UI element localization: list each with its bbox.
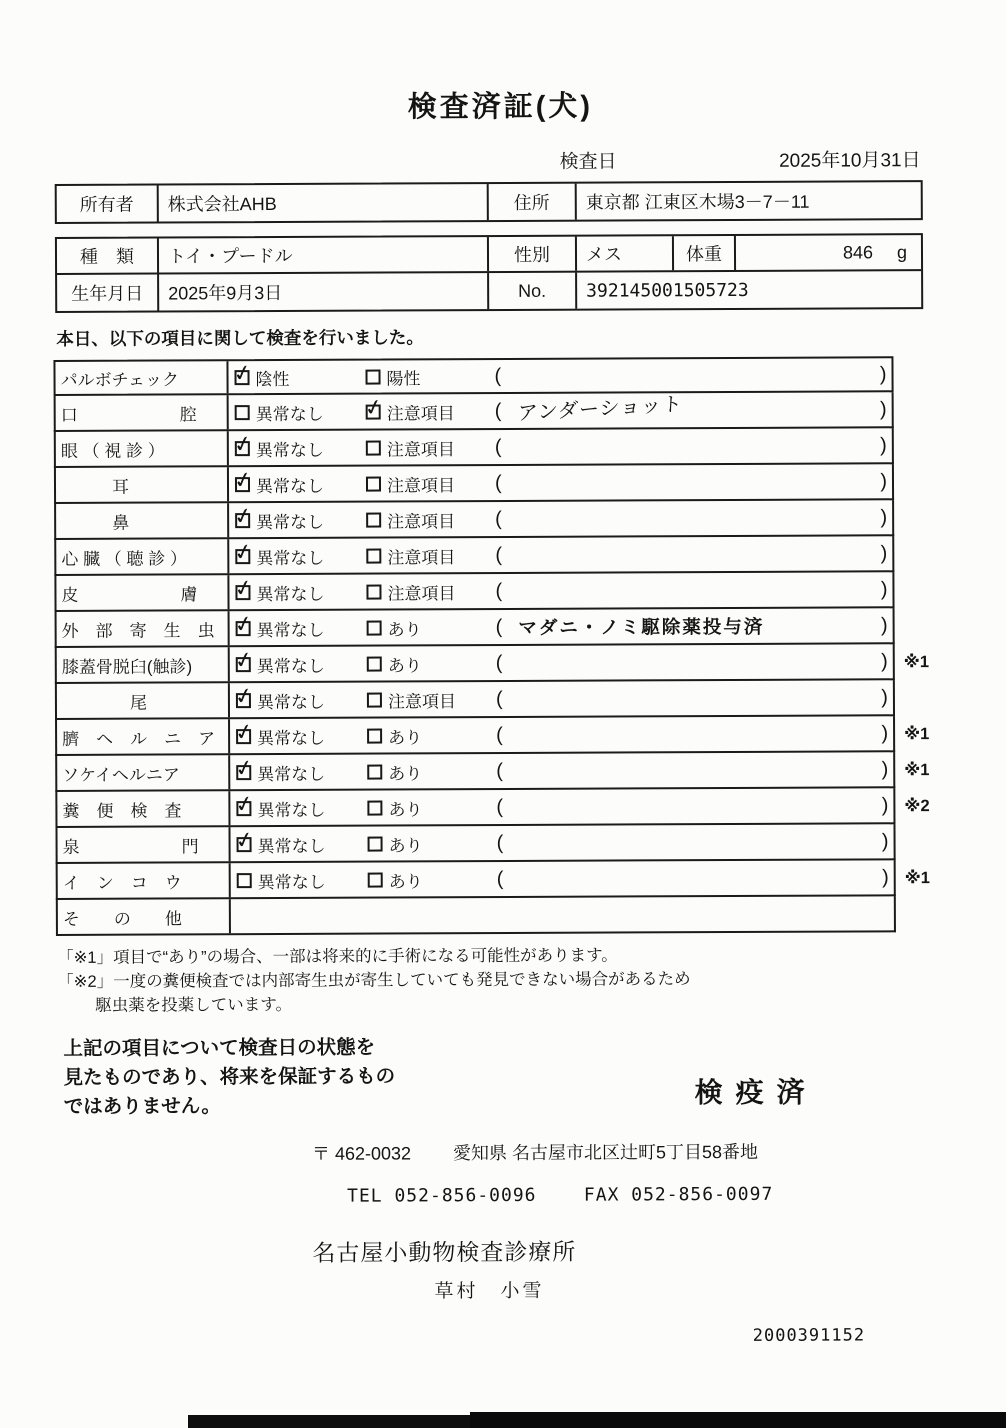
option-2-label: 注意項目 xyxy=(387,583,456,604)
option-1-label: 異常なし xyxy=(257,800,326,820)
checkmark-icon: ✓ xyxy=(232,683,256,712)
option-2-label: あり xyxy=(388,763,423,784)
exam-option-1 xyxy=(229,431,366,466)
clinic-address: 愛知県 名古屋市北区辻町5丁目58番地 xyxy=(452,1141,759,1163)
sex-value: メス xyxy=(577,236,674,270)
option-1-label: 異常なし xyxy=(256,512,325,532)
exam-option-2 xyxy=(365,360,490,393)
exam-row xyxy=(54,572,1005,612)
exam-option-2 xyxy=(367,826,492,861)
checkbox-icon xyxy=(232,611,256,640)
scan-artifact-bar-dark xyxy=(470,1412,1006,1428)
exam-option-2 xyxy=(362,394,491,429)
exam-option-2 xyxy=(368,862,493,897)
exam-row-inner xyxy=(56,896,896,936)
weight-label: 体重 xyxy=(674,236,736,270)
close-paren: ) xyxy=(881,721,889,744)
exam-option-1 xyxy=(230,827,367,862)
document-title: 検査済証(犬) xyxy=(407,90,594,124)
weight-cell xyxy=(736,235,921,270)
exam-option-2 xyxy=(367,790,492,825)
exam-item-label: 糞 便 検 査 xyxy=(57,791,230,826)
option-1-label: 異常なし xyxy=(256,584,325,604)
option-1-label: 陰性 xyxy=(255,369,290,389)
exam-note-area xyxy=(492,680,893,716)
exam-option-2 xyxy=(367,646,492,681)
exam-option-1 xyxy=(230,611,367,646)
exam-note-area xyxy=(491,536,892,572)
note-text xyxy=(519,805,876,807)
open-paren: ( xyxy=(494,435,502,458)
exam-statement: 本日、以下の項目に関して検査を行いました。 xyxy=(56,327,424,349)
exam-row xyxy=(55,644,1006,684)
footnote-mark xyxy=(893,356,950,392)
option-1-label: 異常なし xyxy=(257,728,326,748)
exam-row-inner xyxy=(54,464,894,504)
exam-item-label: 膝蓋骨脱臼(触診) xyxy=(57,647,230,682)
exam-row xyxy=(54,392,1005,432)
weight-value: 846 xyxy=(842,241,874,263)
exam-row-inner xyxy=(54,428,894,468)
exam-item-label: 臍 ヘ ル ニ ア xyxy=(57,719,230,754)
clinic-postal-code: 〒 462-0032 xyxy=(311,1142,412,1164)
footnote-mark xyxy=(895,680,952,716)
exam-item-label: 泉 門 xyxy=(57,827,230,862)
exam-table xyxy=(53,356,1006,936)
exam-row xyxy=(55,680,1006,720)
option-2-label: 注意項目 xyxy=(387,691,456,712)
checkbox-icon xyxy=(232,755,257,784)
checkbox-icon xyxy=(367,621,382,636)
exam-row-inner xyxy=(54,500,894,540)
inspection-date-line xyxy=(55,145,923,176)
option-2-label: 注意項目 xyxy=(387,547,456,568)
checkbox-icon xyxy=(232,719,256,748)
exam-row-inner xyxy=(55,788,895,828)
exam-row-inner xyxy=(55,608,895,648)
footnote-mark xyxy=(894,464,951,500)
checkbox-icon xyxy=(232,791,257,820)
option-1-label: 異常なし xyxy=(256,620,325,640)
close-paren: ) xyxy=(881,757,889,780)
exam-note-area xyxy=(493,860,894,896)
clinic-tel: TEL 052-856-0096 xyxy=(347,1184,537,1207)
exam-row xyxy=(55,824,1006,864)
checkbox-icon xyxy=(366,549,381,564)
checkbox-icon xyxy=(233,827,257,856)
disclaimer-row xyxy=(63,1031,917,1122)
open-paren: ( xyxy=(494,471,502,494)
exam-option-1 xyxy=(229,503,366,538)
note-text xyxy=(519,733,876,735)
footnote-mark: ※1 xyxy=(904,761,930,780)
serial-number: 2000391152 xyxy=(752,1324,866,1346)
open-paren: ( xyxy=(496,795,504,818)
vet-name: 草村 小雪 xyxy=(434,1280,545,1302)
option-1-label: 異常なし xyxy=(255,404,324,424)
weight-unit: g xyxy=(896,241,908,262)
clinic-tel-fax-line xyxy=(347,1182,1006,1206)
option-1-label: 異常なし xyxy=(256,656,325,676)
exam-row-inner xyxy=(55,824,895,864)
checkmark-icon: ✓ xyxy=(231,575,256,604)
exam-option-1 xyxy=(231,899,368,934)
exam-row xyxy=(54,464,1005,504)
exam-row-inner xyxy=(55,752,895,792)
exam-option-1 xyxy=(229,539,366,574)
checkmark-icon: ✓ xyxy=(362,394,386,423)
open-paren: ( xyxy=(495,579,503,602)
close-paren: ) xyxy=(881,685,888,708)
note-text xyxy=(519,769,876,771)
footnote-1: 「※1」項目で“あり”の場合、一部は将来的に手術になる可能性があります。 xyxy=(57,946,618,967)
footnote-mark xyxy=(896,896,953,932)
checkmark-icon: ✓ xyxy=(232,647,256,676)
note-text xyxy=(513,913,883,915)
footnote-mark xyxy=(895,608,952,644)
checkbox-icon xyxy=(366,441,381,456)
checkbox-icon xyxy=(365,370,380,385)
option-2-label: あり xyxy=(388,835,423,856)
option-2-label: 注意項目 xyxy=(386,403,455,424)
close-paren: ) xyxy=(880,577,888,600)
exam-note-area xyxy=(492,752,893,788)
exam-row-inner xyxy=(55,644,895,684)
exam-item-label: 口 腔 xyxy=(56,395,229,430)
address-value: 東京都 江東区木場3－7－11 xyxy=(585,191,810,213)
checkmark-icon: ✓ xyxy=(231,431,255,460)
note-text xyxy=(518,481,875,483)
close-paren: ) xyxy=(881,793,889,816)
checkbox-icon xyxy=(231,575,256,604)
close-paren: ) xyxy=(879,397,887,420)
exam-item-label: そ の 他 xyxy=(58,899,231,934)
checkmark-icon: ✓ xyxy=(231,503,255,532)
checkbox-icon xyxy=(366,513,381,528)
exam-note-area xyxy=(491,464,892,500)
checkbox-icon xyxy=(237,873,252,888)
inspection-date-value: 2025年10月31日 xyxy=(778,150,921,172)
no-value: 392145001505723 xyxy=(586,279,749,302)
footnote-mark: ※1 xyxy=(904,725,930,744)
exam-option-1 xyxy=(230,647,367,682)
exam-row-inner xyxy=(54,572,894,612)
close-paren: ) xyxy=(880,469,888,492)
note-text xyxy=(518,517,875,519)
exam-row xyxy=(56,896,1006,936)
exam-row xyxy=(55,716,1006,756)
option-2-label: あり xyxy=(387,655,422,676)
address-label: 住所 xyxy=(489,184,577,220)
checkbox-icon xyxy=(367,801,382,816)
checkbox-icon xyxy=(231,467,255,496)
exam-item-label: 皮 膚 xyxy=(56,575,229,610)
exam-option-1 xyxy=(229,575,366,610)
exam-option-2 xyxy=(367,610,492,645)
exam-option-2 xyxy=(366,502,491,537)
birth-row xyxy=(57,271,921,311)
open-paren: ( xyxy=(496,723,503,746)
close-paren: ) xyxy=(880,505,888,528)
exam-item-label: 尾 xyxy=(57,683,230,718)
birth-label: 生年月日 xyxy=(57,274,159,310)
checkbox-icon xyxy=(231,503,255,532)
close-paren: ) xyxy=(881,649,888,672)
exam-item-label: 眼 （ 視 診 ） xyxy=(56,431,229,466)
footnote-mark xyxy=(894,536,951,572)
exam-option-2 xyxy=(367,754,492,789)
option-2-label: 注意項目 xyxy=(386,475,456,496)
footnote-2-line1: 「※2」一度の糞便検査では内部寄生虫が寄生していても発見できない場合があるため xyxy=(57,970,691,991)
checkbox-icon xyxy=(366,477,381,492)
owner-label: 所有者 xyxy=(57,185,159,221)
footnote-mark xyxy=(894,572,951,608)
note-text xyxy=(519,841,876,843)
footnotes-block xyxy=(57,943,1006,1019)
note-text xyxy=(518,553,875,555)
footnote-mark xyxy=(894,500,951,536)
exam-row xyxy=(55,788,1006,828)
exam-item-label: 心 臓 （ 聴 診 ） xyxy=(56,539,229,574)
footnote-mark xyxy=(895,824,952,860)
exam-option-2 xyxy=(366,430,491,465)
open-paren: ( xyxy=(496,831,504,854)
footnote-mark: ※1 xyxy=(903,653,930,672)
open-paren: ( xyxy=(494,364,502,387)
option-1-label: 異常なし xyxy=(255,440,324,460)
no-label: No. xyxy=(489,273,577,309)
disclaimer-line-2: 見たものであり、将来を保証するもの xyxy=(63,1065,396,1089)
note-text xyxy=(519,877,876,879)
note-text: アンダーショット xyxy=(516,393,684,425)
exam-option-2 xyxy=(367,682,492,717)
option-1-label: 異常なし xyxy=(256,692,325,712)
exam-item-label: 耳 xyxy=(56,467,229,502)
open-paren: ( xyxy=(495,507,502,530)
checkbox-icon xyxy=(367,729,382,744)
exam-row-inner xyxy=(54,536,894,576)
checkmark-icon: ✓ xyxy=(231,467,255,496)
option-2-label: 注意項目 xyxy=(386,439,455,460)
option-2-label: あり xyxy=(388,727,423,748)
note-text xyxy=(518,445,875,447)
exam-note-area xyxy=(492,824,893,860)
checkbox-icon xyxy=(232,647,256,676)
option-2-label: あり xyxy=(388,871,423,892)
note-text xyxy=(517,374,874,376)
exam-row-inner xyxy=(54,392,894,432)
exam-option-1 xyxy=(231,863,368,898)
option-1-label: 異常なし xyxy=(257,764,326,784)
checkbox-icon xyxy=(366,585,381,600)
exam-note-area xyxy=(492,788,893,824)
owner-table xyxy=(55,180,923,224)
checkmark-icon: ✓ xyxy=(232,611,256,640)
exam-note-area xyxy=(491,572,892,608)
footnote-mark xyxy=(894,428,951,464)
option-2-label: 注意項目 xyxy=(387,511,456,532)
exam-note-area xyxy=(491,500,892,536)
close-paren: ) xyxy=(880,541,888,564)
exam-option-1 xyxy=(230,719,367,754)
quarantine-stamp: 検疫済 xyxy=(694,1076,818,1108)
checkbox-icon xyxy=(368,837,383,852)
exam-item-label: 外 部 寄 生 虫 xyxy=(57,611,230,646)
owner-value: 株式会社AHB xyxy=(159,184,489,221)
exam-option-1 xyxy=(228,361,365,394)
close-paren: ) xyxy=(879,362,887,385)
clinic-fax: FAX 052-856-0097 xyxy=(583,1183,774,1206)
breed-label: 種 類 xyxy=(57,238,159,272)
option-1-label: 異常なし xyxy=(257,836,326,856)
checkbox-icon xyxy=(235,405,250,420)
checkbox-icon xyxy=(368,873,383,888)
open-paren: ( xyxy=(496,867,504,890)
exam-item-label: イ ン コ ウ xyxy=(58,863,231,898)
checkbox-icon xyxy=(231,431,255,460)
exam-note-area xyxy=(492,608,893,644)
open-paren: ( xyxy=(495,543,503,566)
note-text: マダニ・ノミ駆除薬投与済 xyxy=(518,615,765,638)
option-1-label: 異常なし xyxy=(257,872,326,892)
exam-row xyxy=(54,536,1005,576)
checkbox-icon xyxy=(231,539,256,568)
disclaimer-line-1: 上記の項目について検査日の状態を xyxy=(63,1036,376,1060)
exam-option-1 xyxy=(229,395,366,430)
exam-option-2 xyxy=(367,718,492,753)
exam-note-area xyxy=(493,896,894,932)
option-2-label: あり xyxy=(387,619,422,640)
checkmark-icon: ✓ xyxy=(232,719,256,748)
option-2-label: 陽性 xyxy=(386,368,421,389)
exam-row xyxy=(54,428,1005,468)
close-paren: ) xyxy=(881,865,889,888)
clinic-postal-line xyxy=(312,1136,1006,1165)
checkmark-icon: ✓ xyxy=(233,827,257,856)
exam-item-label: ソケイヘルニア xyxy=(57,755,230,790)
open-paren: ( xyxy=(495,651,503,674)
checkmark-icon: ✓ xyxy=(230,360,255,389)
disclaimer-line-3: ではありません。 xyxy=(63,1095,221,1119)
note-text xyxy=(518,589,875,591)
birth-value: 2025年9月3日 xyxy=(159,273,489,310)
checkbox-icon xyxy=(367,657,382,672)
inspection-date-label: 検査日 xyxy=(559,151,617,173)
open-paren: ( xyxy=(494,399,502,422)
breed-value: トイ・プードル xyxy=(159,237,489,272)
checkmark-icon: ✓ xyxy=(232,791,257,820)
exam-option-1 xyxy=(230,791,367,826)
exam-option-1 xyxy=(230,755,367,790)
checkmark-icon: ✓ xyxy=(231,539,256,568)
checkbox-icon xyxy=(232,683,256,712)
exam-note-area xyxy=(491,392,892,428)
exam-row xyxy=(56,860,1006,900)
exam-item-label: 鼻 xyxy=(56,503,229,538)
footnote-mark xyxy=(894,392,951,428)
option-2-label: あり xyxy=(388,799,423,820)
exam-row xyxy=(55,752,1006,792)
exam-row xyxy=(55,608,1006,648)
checkbox-icon xyxy=(230,360,255,389)
close-paren: ) xyxy=(881,829,889,852)
footnote-2-line2: 駆虫薬を投薬しています。 xyxy=(95,995,292,1015)
checkbox-icon xyxy=(367,765,382,780)
footnote-mark: ※1 xyxy=(904,869,930,888)
checkmark-icon: ✓ xyxy=(232,755,257,784)
exam-option-2 xyxy=(368,898,493,933)
exam-row-inner xyxy=(55,716,895,756)
exam-note-area xyxy=(492,644,893,680)
footnote-mark: ※2 xyxy=(904,797,930,816)
close-paren: ) xyxy=(880,613,888,636)
exam-option-2 xyxy=(366,538,491,573)
exam-row-inner xyxy=(56,860,896,900)
open-paren: ( xyxy=(495,615,503,638)
sex-label: 性別 xyxy=(489,237,577,271)
disclaimer-text xyxy=(63,1033,395,1122)
exam-row xyxy=(54,500,1005,540)
note-text xyxy=(519,697,876,699)
option-1-label: 異常なし xyxy=(256,548,325,568)
option-1-label: 異常なし xyxy=(255,476,325,496)
exam-option-2 xyxy=(366,466,491,501)
exam-note-area xyxy=(491,428,892,464)
exam-option-1 xyxy=(229,467,366,502)
clinic-name: 名古屋小動物検査診療所 xyxy=(312,1238,577,1266)
checkbox-icon xyxy=(362,394,386,423)
note-text xyxy=(518,661,875,663)
exam-item-label: パルボチェック xyxy=(55,361,228,394)
breed-row xyxy=(57,235,921,275)
exam-row-inner xyxy=(55,680,895,720)
exam-option-2 xyxy=(366,574,491,609)
open-paren: ( xyxy=(495,687,503,710)
animal-table xyxy=(55,233,923,313)
close-paren: ) xyxy=(880,433,887,456)
exam-option-1 xyxy=(230,683,367,718)
owner-row xyxy=(57,182,921,222)
exam-note-area xyxy=(492,716,893,752)
open-paren: ( xyxy=(496,759,503,782)
checkbox-icon xyxy=(367,693,382,708)
